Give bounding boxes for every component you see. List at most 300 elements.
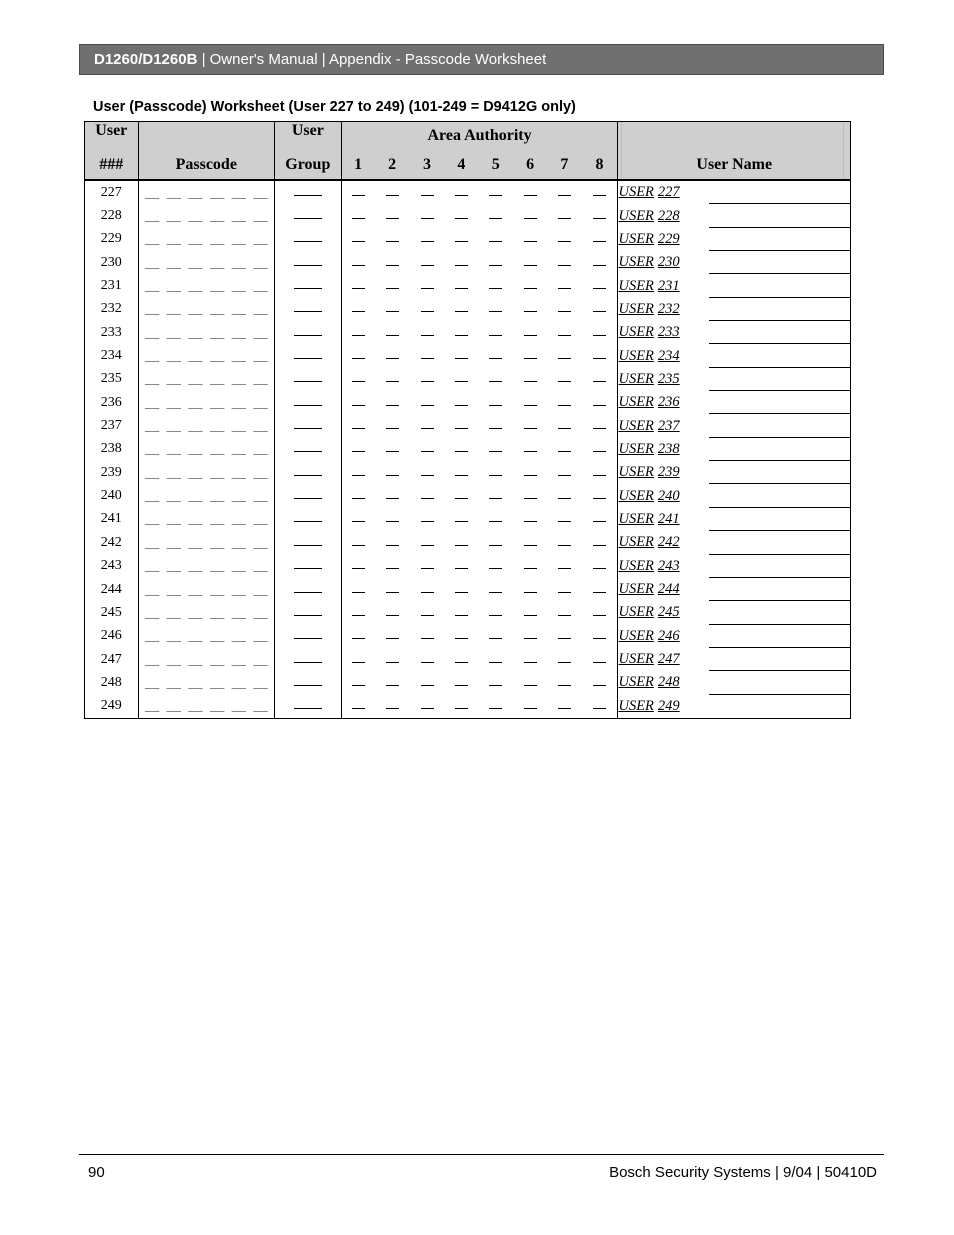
user-group-field[interactable] bbox=[274, 484, 341, 507]
user-group-field[interactable] bbox=[274, 274, 341, 297]
passcode-field[interactable] bbox=[138, 368, 274, 391]
area-5-field[interactable] bbox=[479, 274, 513, 297]
area-5-field[interactable] bbox=[479, 321, 513, 344]
area-3-field[interactable] bbox=[410, 228, 444, 251]
area-8-field[interactable] bbox=[582, 578, 618, 601]
user-name-field[interactable] bbox=[709, 228, 851, 251]
area-4-field[interactable] bbox=[444, 555, 478, 578]
area-5-field[interactable] bbox=[479, 461, 513, 484]
area-blank-line bbox=[455, 208, 468, 219]
area-1-field[interactable] bbox=[341, 228, 374, 251]
user-group-field[interactable] bbox=[274, 531, 341, 554]
area-7-field[interactable] bbox=[547, 251, 581, 274]
area-8-field[interactable] bbox=[582, 438, 618, 461]
table-row bbox=[85, 228, 851, 251]
area-3-field[interactable] bbox=[410, 298, 444, 321]
area-8-field[interactable] bbox=[582, 368, 618, 391]
area-blank-line bbox=[524, 395, 537, 406]
area-8-field[interactable] bbox=[582, 695, 618, 719]
group-blank-line bbox=[294, 185, 322, 196]
area-4-field[interactable] bbox=[444, 461, 478, 484]
area-blank-line bbox=[524, 511, 537, 522]
area-5-field[interactable] bbox=[479, 298, 513, 321]
area-5-field[interactable] bbox=[479, 625, 513, 648]
area-7-field[interactable] bbox=[547, 180, 581, 204]
area-7-field[interactable] bbox=[547, 228, 581, 251]
area-5-field[interactable] bbox=[479, 228, 513, 251]
user-group-field[interactable] bbox=[274, 321, 341, 344]
area-7-field[interactable] bbox=[547, 531, 581, 554]
area-1-field[interactable] bbox=[341, 204, 374, 227]
area-6-field[interactable] bbox=[513, 344, 547, 367]
area-3-field[interactable] bbox=[410, 625, 444, 648]
area-blank-line bbox=[352, 698, 365, 709]
area-5-field[interactable] bbox=[479, 414, 513, 437]
area-8-field[interactable] bbox=[582, 274, 618, 297]
area-blank-line bbox=[421, 698, 434, 709]
col-area-6: 6 bbox=[513, 150, 547, 180]
area-1-field[interactable] bbox=[341, 484, 374, 507]
area-4-field[interactable] bbox=[444, 251, 478, 274]
area-7-field[interactable] bbox=[547, 368, 581, 391]
area-6-field[interactable] bbox=[513, 391, 547, 414]
user-name-field[interactable] bbox=[709, 601, 851, 624]
area-7-field[interactable] bbox=[547, 391, 581, 414]
area-4-field[interactable] bbox=[444, 484, 478, 507]
area-4-field[interactable] bbox=[444, 671, 478, 694]
area-1-field[interactable] bbox=[341, 508, 374, 531]
area-6-field[interactable] bbox=[513, 531, 547, 554]
area-3-field[interactable] bbox=[410, 671, 444, 694]
area-2-field[interactable] bbox=[375, 648, 410, 671]
table-row bbox=[85, 625, 851, 648]
area-7-field[interactable] bbox=[547, 438, 581, 461]
passcode-field[interactable] bbox=[138, 671, 274, 694]
area-4-field[interactable] bbox=[444, 508, 478, 531]
user-name-label bbox=[618, 484, 709, 507]
area-3-field[interactable] bbox=[410, 601, 444, 624]
user-group-field[interactable] bbox=[274, 344, 341, 367]
area-7-field[interactable] bbox=[547, 648, 581, 671]
area-3-field[interactable] bbox=[410, 391, 444, 414]
user-group-field[interactable] bbox=[274, 180, 341, 204]
user-name-field[interactable] bbox=[709, 531, 851, 554]
area-7-field[interactable] bbox=[547, 508, 581, 531]
user-name-field[interactable] bbox=[709, 671, 851, 694]
area-4-field[interactable] bbox=[444, 578, 478, 601]
area-6-field[interactable] bbox=[513, 695, 547, 719]
area-blank-line bbox=[524, 231, 537, 242]
area-4-field[interactable] bbox=[444, 204, 478, 227]
user-number: 240 bbox=[85, 484, 139, 507]
area-4-field[interactable] bbox=[444, 648, 478, 671]
area-1-field[interactable] bbox=[341, 298, 374, 321]
area-7-field[interactable] bbox=[547, 414, 581, 437]
user-name-field[interactable] bbox=[709, 484, 851, 507]
area-3-field[interactable] bbox=[410, 555, 444, 578]
area-8-field[interactable] bbox=[582, 391, 618, 414]
area-5-field[interactable] bbox=[479, 368, 513, 391]
area-2-field[interactable] bbox=[375, 414, 410, 437]
area-7-field[interactable] bbox=[547, 484, 581, 507]
passcode-field[interactable] bbox=[138, 578, 274, 601]
area-1-field[interactable] bbox=[341, 531, 374, 554]
area-3-field[interactable] bbox=[410, 204, 444, 227]
area-2-field[interactable] bbox=[375, 391, 410, 414]
passcode-field[interactable] bbox=[138, 438, 274, 461]
area-2-field[interactable] bbox=[375, 484, 410, 507]
area-4-field[interactable] bbox=[444, 414, 478, 437]
area-2-field[interactable] bbox=[375, 251, 410, 274]
area-6-field[interactable] bbox=[513, 578, 547, 601]
area-5-field[interactable] bbox=[479, 578, 513, 601]
user-number: 248 bbox=[85, 671, 139, 694]
user-group-field[interactable] bbox=[274, 414, 341, 437]
area-8-field[interactable] bbox=[582, 461, 618, 484]
user-number: 231 bbox=[85, 274, 139, 297]
passcode-field[interactable] bbox=[138, 321, 274, 344]
area-5-field[interactable] bbox=[479, 648, 513, 671]
area-3-field[interactable] bbox=[410, 695, 444, 719]
user-group-field[interactable] bbox=[274, 648, 341, 671]
area-blank-line bbox=[386, 488, 399, 499]
area-5-field[interactable] bbox=[479, 695, 513, 719]
area-7-field[interactable] bbox=[547, 671, 581, 694]
area-1-field[interactable] bbox=[341, 180, 374, 204]
area-blank-line bbox=[489, 418, 502, 429]
passcode-field[interactable] bbox=[138, 228, 274, 251]
area-3-field[interactable] bbox=[410, 531, 444, 554]
area-8-field[interactable] bbox=[582, 298, 618, 321]
area-2-field[interactable] bbox=[375, 531, 410, 554]
user-group-field[interactable] bbox=[274, 251, 341, 274]
user-name-field[interactable] bbox=[709, 648, 851, 671]
area-3-field[interactable] bbox=[410, 578, 444, 601]
user-number: 249 bbox=[85, 695, 139, 719]
area-1-field[interactable] bbox=[341, 555, 374, 578]
area-3-field[interactable] bbox=[410, 344, 444, 367]
area-5-field[interactable] bbox=[479, 601, 513, 624]
area-2-field[interactable] bbox=[375, 368, 410, 391]
area-1-field[interactable] bbox=[341, 695, 374, 719]
user-number: 229 bbox=[85, 228, 139, 251]
area-8-field[interactable] bbox=[582, 228, 618, 251]
area-4-field[interactable] bbox=[444, 180, 478, 204]
area-5-field[interactable] bbox=[479, 555, 513, 578]
passcode-field[interactable] bbox=[138, 484, 274, 507]
area-5-field[interactable] bbox=[479, 180, 513, 204]
area-blank-line bbox=[421, 441, 434, 452]
area-6-field[interactable] bbox=[513, 438, 547, 461]
passcode-field[interactable] bbox=[138, 461, 274, 484]
area-1-field[interactable] bbox=[341, 414, 374, 437]
area-7-field[interactable] bbox=[547, 695, 581, 719]
user-name-label bbox=[618, 228, 709, 251]
user-name-field[interactable] bbox=[709, 508, 851, 531]
passcode-field[interactable] bbox=[138, 414, 274, 437]
area-1-field[interactable] bbox=[341, 461, 374, 484]
user-name-field[interactable] bbox=[709, 414, 851, 437]
user-name-field[interactable] bbox=[709, 298, 851, 321]
user-group-field[interactable] bbox=[274, 578, 341, 601]
area-blank-line bbox=[593, 395, 606, 406]
area-8-field[interactable] bbox=[582, 671, 618, 694]
area-2-field[interactable] bbox=[375, 625, 410, 648]
area-8-field[interactable] bbox=[582, 508, 618, 531]
area-7-field[interactable] bbox=[547, 204, 581, 227]
area-1-field[interactable] bbox=[341, 391, 374, 414]
area-5-field[interactable] bbox=[479, 671, 513, 694]
user-group-field[interactable] bbox=[274, 461, 341, 484]
area-6-field[interactable] bbox=[513, 251, 547, 274]
user-group-field[interactable] bbox=[274, 508, 341, 531]
area-6-field[interactable] bbox=[513, 601, 547, 624]
user-group-field[interactable] bbox=[274, 204, 341, 227]
area-2-field[interactable] bbox=[375, 461, 410, 484]
area-6-field[interactable] bbox=[513, 625, 547, 648]
area-3-field[interactable] bbox=[410, 484, 444, 507]
area-blank-line bbox=[455, 255, 468, 266]
area-blank-line bbox=[593, 278, 606, 289]
area-8-field[interactable] bbox=[582, 321, 618, 344]
passcode-field[interactable] bbox=[138, 648, 274, 671]
area-1-field[interactable] bbox=[341, 625, 374, 648]
area-8-field[interactable] bbox=[582, 180, 618, 204]
area-blank-line bbox=[352, 605, 365, 616]
area-5-field[interactable] bbox=[479, 438, 513, 461]
col-group-top: User bbox=[274, 122, 341, 151]
area-7-field[interactable] bbox=[547, 298, 581, 321]
area-blank-line bbox=[524, 605, 537, 616]
area-blank-line bbox=[455, 465, 468, 476]
area-1-field[interactable] bbox=[341, 648, 374, 671]
user-group-field[interactable] bbox=[274, 368, 341, 391]
area-blank-line bbox=[386, 255, 399, 266]
user-name-field[interactable] bbox=[709, 461, 851, 484]
user-name-field[interactable] bbox=[709, 695, 851, 719]
header-model: D1260/D1260B bbox=[94, 51, 198, 68]
user-group-field[interactable] bbox=[274, 391, 341, 414]
passcode-field[interactable] bbox=[138, 625, 274, 648]
area-6-field[interactable] bbox=[513, 204, 547, 227]
area-6-field[interactable] bbox=[513, 414, 547, 437]
area-4-field[interactable] bbox=[444, 531, 478, 554]
user-name-field[interactable] bbox=[709, 274, 851, 297]
area-2-field[interactable] bbox=[375, 695, 410, 719]
area-2-field[interactable] bbox=[375, 321, 410, 344]
area-4-field[interactable] bbox=[444, 391, 478, 414]
user-group-field[interactable] bbox=[274, 228, 341, 251]
area-1-field[interactable] bbox=[341, 601, 374, 624]
user-name-field[interactable] bbox=[709, 180, 851, 204]
user-name-label bbox=[618, 695, 709, 719]
area-6-field[interactable] bbox=[513, 274, 547, 297]
user-group-field[interactable] bbox=[274, 695, 341, 719]
passcode-blanks: __ __ __ __ __ __ bbox=[144, 511, 268, 526]
passcode-field[interactable] bbox=[138, 251, 274, 274]
passcode-field[interactable] bbox=[138, 344, 274, 367]
area-4-field[interactable] bbox=[444, 321, 478, 344]
area-6-field[interactable] bbox=[513, 508, 547, 531]
area-4-field[interactable] bbox=[444, 368, 478, 391]
area-6-field[interactable] bbox=[513, 648, 547, 671]
area-2-field[interactable] bbox=[375, 344, 410, 367]
passcode-field[interactable] bbox=[138, 695, 274, 719]
passcode-field[interactable] bbox=[138, 601, 274, 624]
area-2-field[interactable] bbox=[375, 601, 410, 624]
group-blank-line bbox=[294, 441, 322, 452]
area-6-field[interactable] bbox=[513, 671, 547, 694]
area-1-field[interactable] bbox=[341, 321, 374, 344]
area-1-field[interactable] bbox=[341, 368, 374, 391]
user-name-field[interactable] bbox=[709, 555, 851, 578]
table-row bbox=[85, 461, 851, 484]
area-4-field[interactable] bbox=[444, 601, 478, 624]
area-3-field[interactable] bbox=[410, 180, 444, 204]
area-1-field[interactable] bbox=[341, 251, 374, 274]
area-7-field[interactable] bbox=[547, 274, 581, 297]
user-name-number: 228 bbox=[657, 207, 680, 224]
passcode-field[interactable] bbox=[138, 531, 274, 554]
group-blank-line bbox=[294, 605, 322, 616]
user-group-field[interactable] bbox=[274, 298, 341, 321]
area-3-field[interactable] bbox=[410, 508, 444, 531]
area-5-field[interactable] bbox=[479, 484, 513, 507]
area-1-field[interactable] bbox=[341, 344, 374, 367]
area-5-field[interactable] bbox=[479, 391, 513, 414]
area-3-field[interactable] bbox=[410, 368, 444, 391]
area-7-field[interactable] bbox=[547, 625, 581, 648]
user-name-field[interactable] bbox=[709, 204, 851, 227]
area-6-field[interactable] bbox=[513, 228, 547, 251]
area-4-field[interactable] bbox=[444, 438, 478, 461]
area-8-field[interactable] bbox=[582, 625, 618, 648]
user-name-field[interactable] bbox=[709, 251, 851, 274]
user-group-field[interactable] bbox=[274, 555, 341, 578]
area-4-field[interactable] bbox=[444, 228, 478, 251]
area-5-field[interactable] bbox=[479, 204, 513, 227]
area-7-field[interactable] bbox=[547, 601, 581, 624]
area-blank-line bbox=[489, 255, 502, 266]
area-4-field[interactable] bbox=[444, 298, 478, 321]
col-area-4: 4 bbox=[444, 150, 478, 180]
user-name-field[interactable] bbox=[709, 438, 851, 461]
area-3-field[interactable] bbox=[410, 251, 444, 274]
passcode-field[interactable] bbox=[138, 204, 274, 227]
area-1-field[interactable] bbox=[341, 438, 374, 461]
area-4-field[interactable] bbox=[444, 625, 478, 648]
area-6-field[interactable] bbox=[513, 555, 547, 578]
area-5-field[interactable] bbox=[479, 344, 513, 367]
user-group-field[interactable] bbox=[274, 601, 341, 624]
area-2-field[interactable] bbox=[375, 274, 410, 297]
area-1-field[interactable] bbox=[341, 578, 374, 601]
area-7-field[interactable] bbox=[547, 321, 581, 344]
passcode-field[interactable] bbox=[138, 274, 274, 297]
user-number: 237 bbox=[85, 414, 139, 437]
area-2-field[interactable] bbox=[375, 578, 410, 601]
area-3-field[interactable] bbox=[410, 438, 444, 461]
area-8-field[interactable] bbox=[582, 601, 618, 624]
area-2-field[interactable] bbox=[375, 508, 410, 531]
area-3-field[interactable] bbox=[410, 321, 444, 344]
area-3-field[interactable] bbox=[410, 648, 444, 671]
area-8-field[interactable] bbox=[582, 204, 618, 227]
passcode-field[interactable] bbox=[138, 180, 274, 204]
area-8-field[interactable] bbox=[582, 414, 618, 437]
area-6-field[interactable] bbox=[513, 461, 547, 484]
area-1-field[interactable] bbox=[341, 671, 374, 694]
area-6-field[interactable] bbox=[513, 180, 547, 204]
area-2-field[interactable] bbox=[375, 671, 410, 694]
area-2-field[interactable] bbox=[375, 555, 410, 578]
area-6-field[interactable] bbox=[513, 484, 547, 507]
passcode-field[interactable] bbox=[138, 555, 274, 578]
area-8-field[interactable] bbox=[582, 484, 618, 507]
area-3-field[interactable] bbox=[410, 274, 444, 297]
user-name-prefix: USER bbox=[618, 417, 654, 434]
user-name-field[interactable] bbox=[709, 391, 851, 414]
passcode-blanks: __ __ __ __ __ __ bbox=[144, 324, 268, 339]
area-8-field[interactable] bbox=[582, 251, 618, 274]
area-8-field[interactable] bbox=[582, 344, 618, 367]
area-blank-line bbox=[352, 255, 365, 266]
area-2-field[interactable] bbox=[375, 298, 410, 321]
area-2-field[interactable] bbox=[375, 204, 410, 227]
area-8-field[interactable] bbox=[582, 531, 618, 554]
user-name-field[interactable] bbox=[709, 368, 851, 391]
area-8-field[interactable] bbox=[582, 555, 618, 578]
user-name-field[interactable] bbox=[709, 344, 851, 367]
area-blank-line bbox=[558, 605, 571, 616]
area-4-field[interactable] bbox=[444, 274, 478, 297]
user-name-field[interactable] bbox=[709, 578, 851, 601]
area-6-field[interactable] bbox=[513, 321, 547, 344]
user-group-field[interactable] bbox=[274, 671, 341, 694]
area-5-field[interactable] bbox=[479, 531, 513, 554]
area-3-field[interactable] bbox=[410, 414, 444, 437]
area-blank-line bbox=[558, 511, 571, 522]
user-name-field[interactable] bbox=[709, 321, 851, 344]
area-1-field[interactable] bbox=[341, 274, 374, 297]
area-7-field[interactable] bbox=[547, 344, 581, 367]
user-group-field[interactable] bbox=[274, 438, 341, 461]
area-7-field[interactable] bbox=[547, 578, 581, 601]
area-2-field[interactable] bbox=[375, 438, 410, 461]
area-8-field[interactable] bbox=[582, 648, 618, 671]
area-6-field[interactable] bbox=[513, 368, 547, 391]
area-2-field[interactable] bbox=[375, 228, 410, 251]
area-6-field[interactable] bbox=[513, 298, 547, 321]
user-number: 243 bbox=[85, 555, 139, 578]
area-5-field[interactable] bbox=[479, 251, 513, 274]
area-3-field[interactable] bbox=[410, 461, 444, 484]
area-7-field[interactable] bbox=[547, 461, 581, 484]
area-4-field[interactable] bbox=[444, 695, 478, 719]
area-4-field[interactable] bbox=[444, 344, 478, 367]
area-blank-line bbox=[352, 441, 365, 452]
area-5-field[interactable] bbox=[479, 508, 513, 531]
passcode-field[interactable] bbox=[138, 391, 274, 414]
area-7-field[interactable] bbox=[547, 555, 581, 578]
user-group-field[interactable] bbox=[274, 625, 341, 648]
area-2-field[interactable] bbox=[375, 180, 410, 204]
area-blank-line bbox=[558, 582, 571, 593]
passcode-field[interactable] bbox=[138, 508, 274, 531]
passcode-field[interactable] bbox=[138, 298, 274, 321]
user-name-field[interactable] bbox=[709, 625, 851, 648]
area-blank-line bbox=[489, 605, 502, 616]
